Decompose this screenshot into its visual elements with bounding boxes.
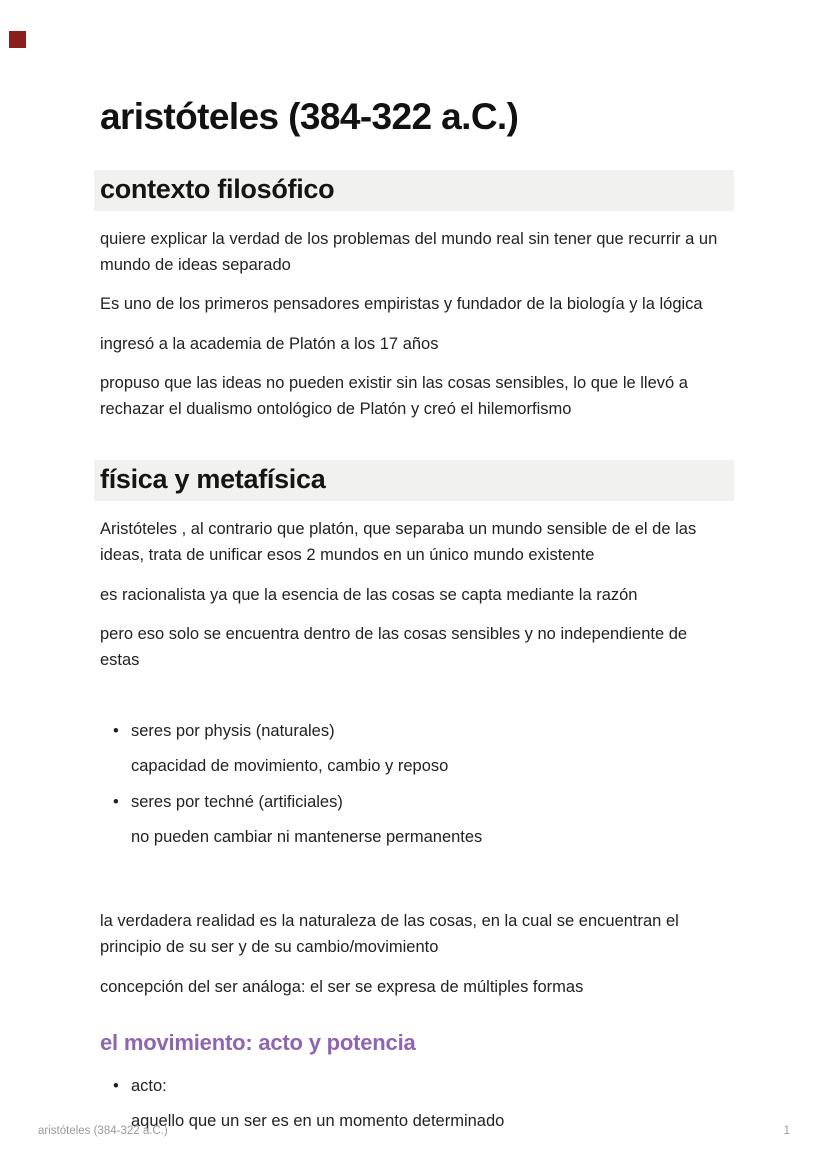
paragraph: Aristóteles , al contrario que platón, que separaba un mundo sensible de el de las ideas, trata de unificar esos 2 mundos en un único mundo existente xyxy=(100,520,697,564)
list-item xyxy=(100,719,728,790)
page-title: aristóteles (384-322 a.C.) xyxy=(100,96,519,137)
list-item-body xyxy=(131,790,728,861)
section-heading-fisica: física y metafísica xyxy=(94,460,734,501)
bullet-icon: • xyxy=(113,793,119,812)
page-footer xyxy=(38,1125,790,1137)
section-contexto-filosofico xyxy=(100,170,728,422)
paragraph: es racionalista ya que la esencia de las cosas se capta mediante la razón xyxy=(100,585,638,604)
bullet-icon: • xyxy=(113,1077,119,1096)
paragraph: Es uno de los primeros pensadores empiristas y fundador de la biología y la lógica xyxy=(100,295,703,314)
list-item-label: acto: xyxy=(131,1077,167,1096)
list-item-detail: capacidad de movimiento, cambio y reposo xyxy=(131,756,449,775)
list-item-body xyxy=(131,719,728,790)
paragraph: propuso que las ideas no pueden existir sin las cosas sensibles, lo que le llevó a rechazar el dualismo ontológico de Platón y creó el hilemorfismo xyxy=(100,374,688,418)
subsection-heading-movimiento: el movimiento: acto y potencia xyxy=(100,1030,416,1056)
bullet-list-seres xyxy=(100,719,728,861)
footer-document-title: aristóteles (384-322 a.C.) xyxy=(38,1125,168,1137)
paragraph: concepción del ser análoga: el ser se expresa de múltiples formas xyxy=(100,977,584,996)
red-square-icon xyxy=(9,31,26,48)
list-item-detail: no pueden cambiar ni mantenerse permanentes xyxy=(131,827,483,846)
footer-page-number: 1 xyxy=(783,1125,790,1137)
section-fisica-metafisica xyxy=(100,460,728,1145)
list-item-label: seres por physis (naturales) xyxy=(131,722,335,741)
paragraph: la verdadera realidad es la naturaleza de las cosas, en la cual se encuentran el principio de su ser y de su cambio/movimiento xyxy=(100,912,679,956)
paragraph: pero eso solo se encuentra dentro de las cosas sensibles y no independiente de estas xyxy=(100,625,688,669)
list-item xyxy=(100,790,728,861)
paragraph: ingresó a la academia de Platón a los 17 años xyxy=(100,334,439,353)
list-item-detail: aquello que un ser es en un momento determinado xyxy=(131,1111,505,1130)
list-item-label: seres por techné (artificiales) xyxy=(131,793,343,812)
paragraph: quiere explicar la verdad de los problemas del mundo real sin tener que recurrir a un mundo de ideas separado xyxy=(100,230,718,274)
section-heading-contexto: contexto filosófico xyxy=(94,170,734,211)
bullet-icon: • xyxy=(113,722,119,741)
